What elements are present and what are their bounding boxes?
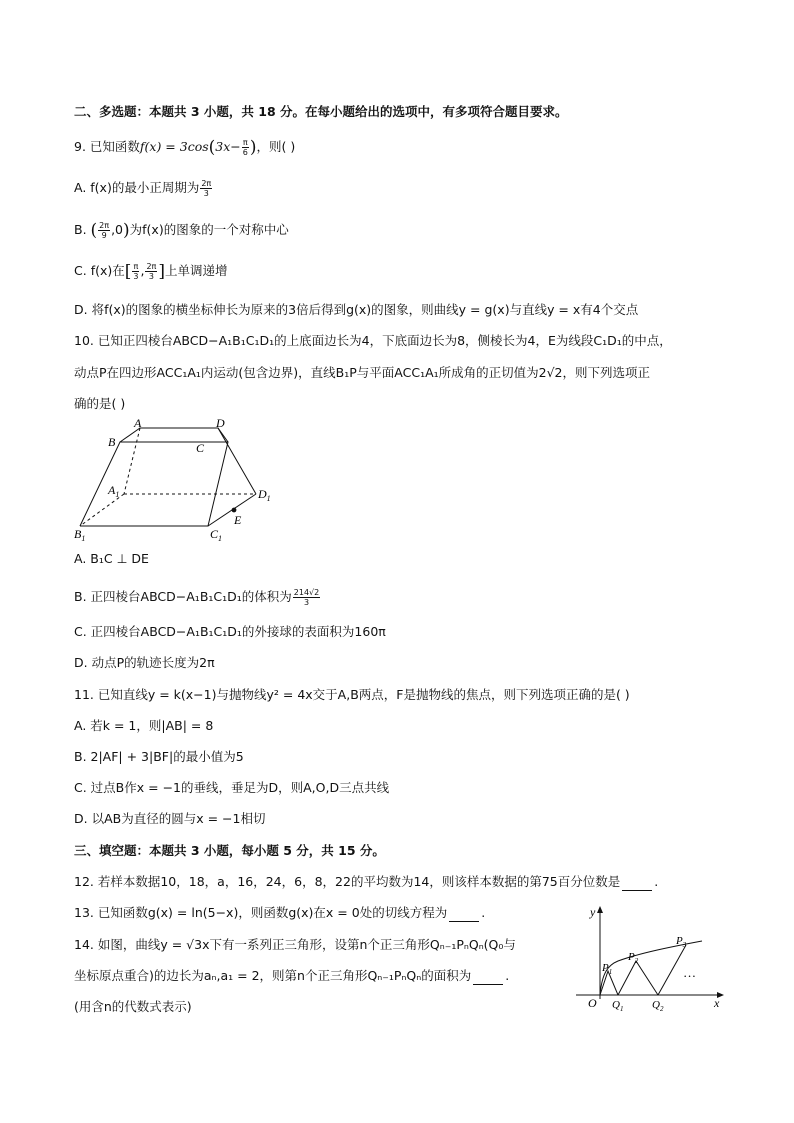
frustum-figure: [70, 418, 280, 546]
q9-c-bracket: [: [124, 261, 132, 282]
q9-c-text2: 上单调递增: [165, 263, 228, 278]
q9-b-tail: ,0: [111, 222, 124, 237]
q9-a-label: A.: [74, 180, 91, 195]
q9-a-text: f(x)的最小正周期为: [90, 180, 200, 195]
q9-stem-end: ，则( ): [256, 139, 296, 154]
section-3-header: 三、填空题：本题共 3 小题，每小题 5 分，共 15 分。: [74, 843, 385, 858]
q10-stem-line2: 动点P在四边形ACC₁A₁内运动(包含边界)，直线B₁P与平面ACC₁A₁所成角的正切值为2√2，则下列选项正: [74, 365, 651, 380]
q9-option-a: [74, 179, 213, 198]
q9-a-num: 2π: [201, 179, 212, 188]
q12-end: .: [654, 874, 659, 889]
q9-c-frac-b: [145, 262, 157, 281]
label-c: C: [196, 441, 205, 455]
q11-option-a: A. 若k = 1，则|AB| = 8: [74, 718, 214, 733]
q10-b-den: 3: [303, 598, 310, 607]
label-e: E: [234, 513, 242, 527]
q9-c-b-num: 2π: [146, 262, 157, 271]
label-d: D: [216, 418, 225, 430]
q9-b-num: 2π: [99, 221, 110, 230]
q9-c-frac-a: [132, 262, 139, 281]
section-2-header: 二、多选题：本题共 3 小题，共 18 分。在每小题给出的选项中，有多项符合题目要求。: [74, 104, 568, 119]
label-q1: $Q_1$: [612, 999, 624, 1013]
label-a: A: [134, 418, 142, 430]
label-d1: $D_1$: [258, 487, 271, 503]
q11-stem: 11. 已知直线y = k(x−1)与抛物线y² = 4x交于A,B两点，F是抛物线的焦点，则下列选项正确的是( ): [74, 687, 630, 702]
q9-b-label: B.: [74, 222, 91, 237]
q9-b-den: 9: [101, 231, 107, 240]
frustum-solid-edges: [80, 442, 228, 526]
q11-option-b: B. 2|AF| + 3|BF|的最小值为5: [74, 749, 244, 764]
q9-b-paren: (: [90, 220, 98, 241]
q10-option-a: A. B₁C ⊥ DE: [74, 551, 149, 566]
label-p1: $P_1$: [602, 962, 613, 976]
triangle-2: [618, 961, 658, 995]
label-b: B: [108, 435, 116, 449]
q9-paren-close: ): [249, 137, 257, 158]
q12-stem: [74, 873, 658, 891]
q13-answer-blank[interactable]: [449, 909, 479, 922]
continuation-dots: …: [684, 965, 696, 980]
curve-triangles-figure: [570, 903, 730, 1015]
point-e: [232, 508, 237, 513]
q11-option-d: D. 以AB为直径的圆与x = −1相切: [74, 811, 266, 826]
q10-option-d: D. 动点P的轨迹长度为2π: [74, 655, 215, 670]
q13-stem: [74, 904, 485, 922]
q12-text: 12. 若样本数据10，18，a，16，24，6，8，22的平均数为14，则该样本数据的第75百分位数是: [74, 874, 621, 889]
q9-c-a-den: 3: [133, 272, 139, 281]
label-c1: $C_1$: [210, 527, 223, 543]
q9-arg: 3x−: [215, 139, 241, 154]
q14-stem-line2: [74, 967, 509, 985]
q9-option-c: C. f(x)在[ $\frac{\pi}{3}$ , $\frac{2\pi}{3}$ ]上单调递增: [74, 261, 228, 282]
q9-paren-open: (: [208, 137, 216, 158]
label-a1: $A_1$: [108, 483, 120, 499]
q10-option-b: [74, 588, 321, 607]
label-q2: $Q_2$: [652, 999, 664, 1013]
q9-b-paren-close: ): [123, 220, 130, 241]
q14-text: 坐标原点重合)的边长为aₙ,a₁ = 2，则第n个正三角形Qₙ₋₁PₙQₙ的面积为: [74, 968, 472, 983]
label-b1: $B_1$: [74, 527, 86, 543]
q14-stem-line1: 14. 如图，曲线y = √3x下有一系列正三角形，设第n个正三角形Qₙ₋₁PₙQₙ(Q₀与: [74, 937, 516, 952]
q13-end: .: [481, 905, 486, 920]
q10-stem-line3: 确的是( ): [74, 396, 126, 411]
axis-label-x: x: [714, 996, 720, 1010]
q9-stem: [74, 138, 295, 157]
q9-frac: [242, 138, 249, 157]
q9-frac-den: 6: [242, 148, 248, 157]
q9-a-frac: [200, 179, 212, 198]
q9-c-a-num: π: [133, 262, 139, 271]
q9-c-label: C.: [74, 263, 91, 278]
q9-option-b: [74, 221, 289, 240]
q9-b-frac: [98, 221, 110, 240]
q12-answer-blank[interactable]: [622, 878, 652, 891]
q9-option-d: D. 将f(x)的图象的横坐标伸长为原来的3倍后得到g(x)的图象，则曲线y = g(x)与直线y = x有4个交点: [74, 302, 639, 317]
axis-label-y: y: [590, 905, 596, 919]
q13-text: 13. 已知函数g(x) = ln(5−x)，则函数g(x)在x = 0处的切线方程为: [74, 905, 448, 920]
q9-c-text1: f(x)在: [90, 263, 125, 278]
q10-stem-line1: 10. 已知正四棱台ABCD−A₁B₁C₁D₁的上底面边长为4，下底面边长为8，侧棱长为4，E为线段C₁D₁的中点，: [74, 333, 672, 348]
q11-option-c: C. 过点B作x = −1的垂线，垂足为D，则A,O,D三点共线: [74, 780, 390, 795]
label-p3: $P_3$: [676, 935, 687, 949]
q9-b-text: 为f(x)的图象的一个对称中心: [129, 222, 289, 237]
q10-b-text: B. 正四棱台ABCD−A₁B₁C₁D₁的体积为: [74, 589, 292, 604]
q10-b-num: 214√2: [293, 588, 320, 597]
y-axis-arrow: [597, 906, 603, 913]
frustum-upper-edges: [120, 428, 228, 442]
origin-label: O: [588, 996, 597, 1010]
q9-func: f(x) = 3cos: [139, 139, 209, 154]
q10-option-c: C. 正四棱台ABCD−A₁B₁C₁D₁的外接球的表面积为160π: [74, 624, 386, 639]
triangle-3-edge: [658, 945, 686, 995]
q9-c-b-den: 3: [148, 272, 154, 281]
q9-c-bracket-close: ]: [158, 261, 166, 282]
q14-stem-line3: (用含n的代数式表示): [74, 999, 192, 1014]
q14-end: .: [505, 968, 510, 983]
q9-a-den: 3: [203, 189, 209, 198]
q9-stem-text: 9. 已知函数: [74, 139, 140, 154]
q10-b-frac: [293, 588, 320, 607]
q9-frac-num: π: [242, 138, 248, 147]
q14-answer-blank[interactable]: [473, 972, 503, 985]
label-p2: $P_2$: [628, 951, 639, 965]
